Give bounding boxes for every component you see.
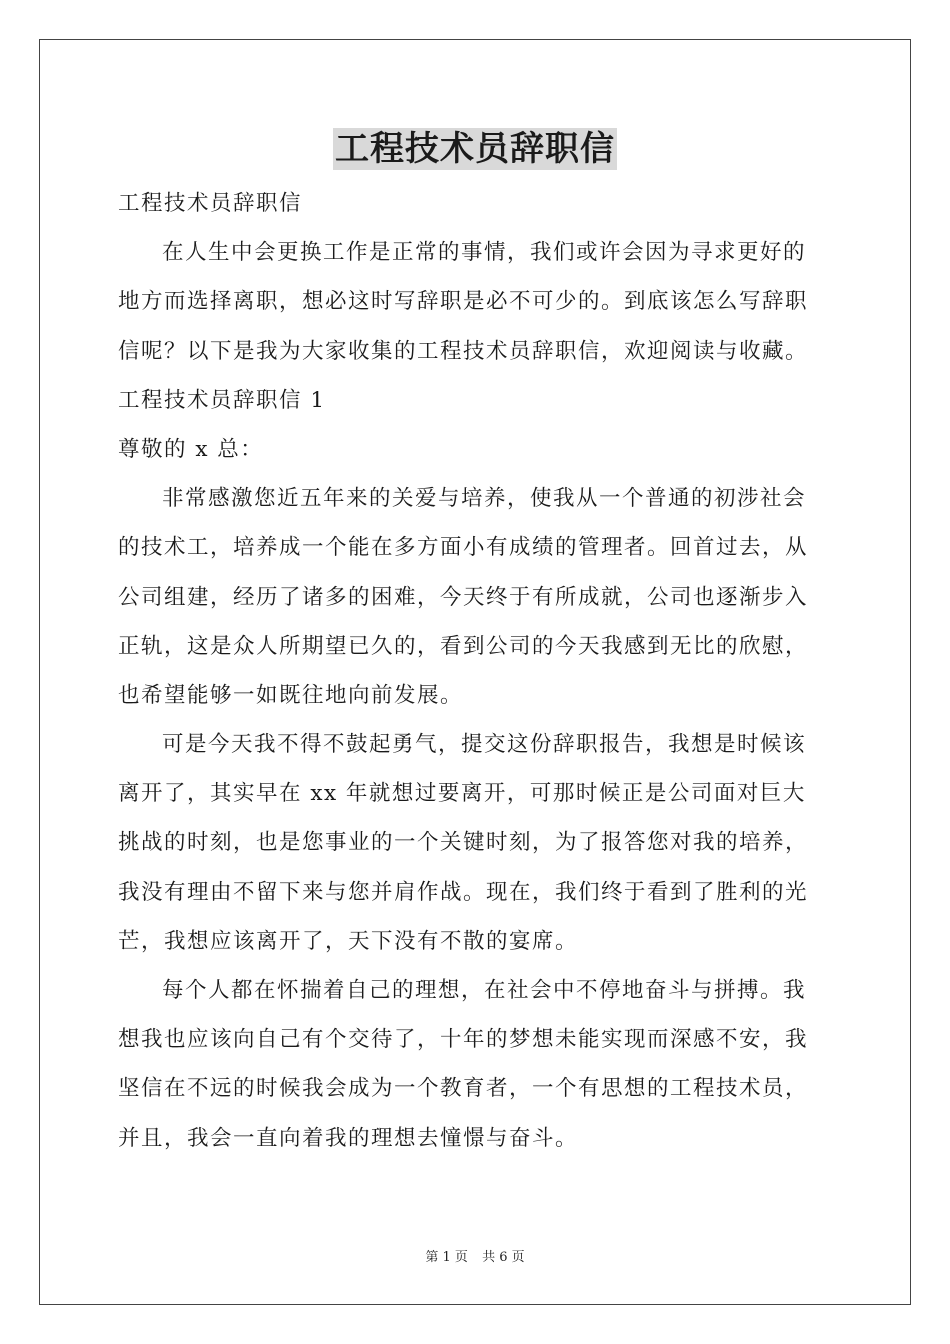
body-line: 工程技术员辞职信 1 <box>118 387 326 413</box>
body-line: 在人生中会更换工作是正常的事情，我们或许会因为寻求更好的 <box>162 240 807 266</box>
page-number: 第 1 页 <box>425 1250 468 1265</box>
body-line: 工程技术员辞职信 <box>118 191 303 216</box>
document-title: 工程技术员辞职信 <box>335 129 615 169</box>
document-body <box>118 179 834 1163</box>
body-line: 芒，我想应该离开了，天下没有不散的宴席。 <box>118 928 579 954</box>
body-line: 挑战的时刻，也是您事业的一个关键时刻，为了报答您对我的培养， <box>118 830 809 856</box>
body-line: 可是今天我不得不鼓起勇气，提交这份辞职报告，我想是时候该 <box>162 732 807 758</box>
body-line: 非常感激您近五年来的关爱与培养，使我从一个普通的初涉社会 <box>162 486 807 512</box>
body-line: 的技术工，培养成一个能在多方面小有成绩的管理者。回首过去，从 <box>118 535 809 561</box>
body-line: 信呢？以下是我为大家收集的工程技术员辞职信，欢迎阅读与收藏。 <box>118 338 809 364</box>
body-line: 也希望能够一如既往地向前发展。 <box>118 682 464 708</box>
body-line: 每个人都在怀揣着自己的理想，在社会中不停地奋斗与拼搏。我 <box>162 978 807 1003</box>
body-line: 我没有理由不留下来与您并肩作战。现在，我们终于看到了胜利的光 <box>118 879 809 905</box>
body-line: 公司组建，经历了诸多的困难，今天终于有所成就，公司也逐渐步入 <box>118 584 809 610</box>
body-line: 尊敬的 x 总： <box>118 436 264 462</box>
page-total: 共 6 页 <box>482 1250 525 1265</box>
body-line: 地方而选择离职，想必这时写辞职是必不可少的。到底该怎么写辞职 <box>118 289 809 315</box>
title-container <box>0 128 950 170</box>
body-line: 并且，我会一直向着我的理想去憧憬与奋斗。 <box>118 1125 579 1151</box>
body-line: 坚信在不远的时候我会成为一个教育者，一个有思想的工程技术员， <box>118 1076 809 1102</box>
body-line: 离开了，其实早在 xx 年就想过要离开，可那时候正是公司面对巨大 <box>118 781 806 807</box>
page-footer <box>0 1246 950 1265</box>
body-line: 想我也应该向自己有个交待了，十年的梦想未能实现而深感不安，我 <box>118 1027 809 1053</box>
body-line: 正轨，这是众人所期望已久的，看到公司的今天我感到无比的欣慰， <box>118 633 809 659</box>
